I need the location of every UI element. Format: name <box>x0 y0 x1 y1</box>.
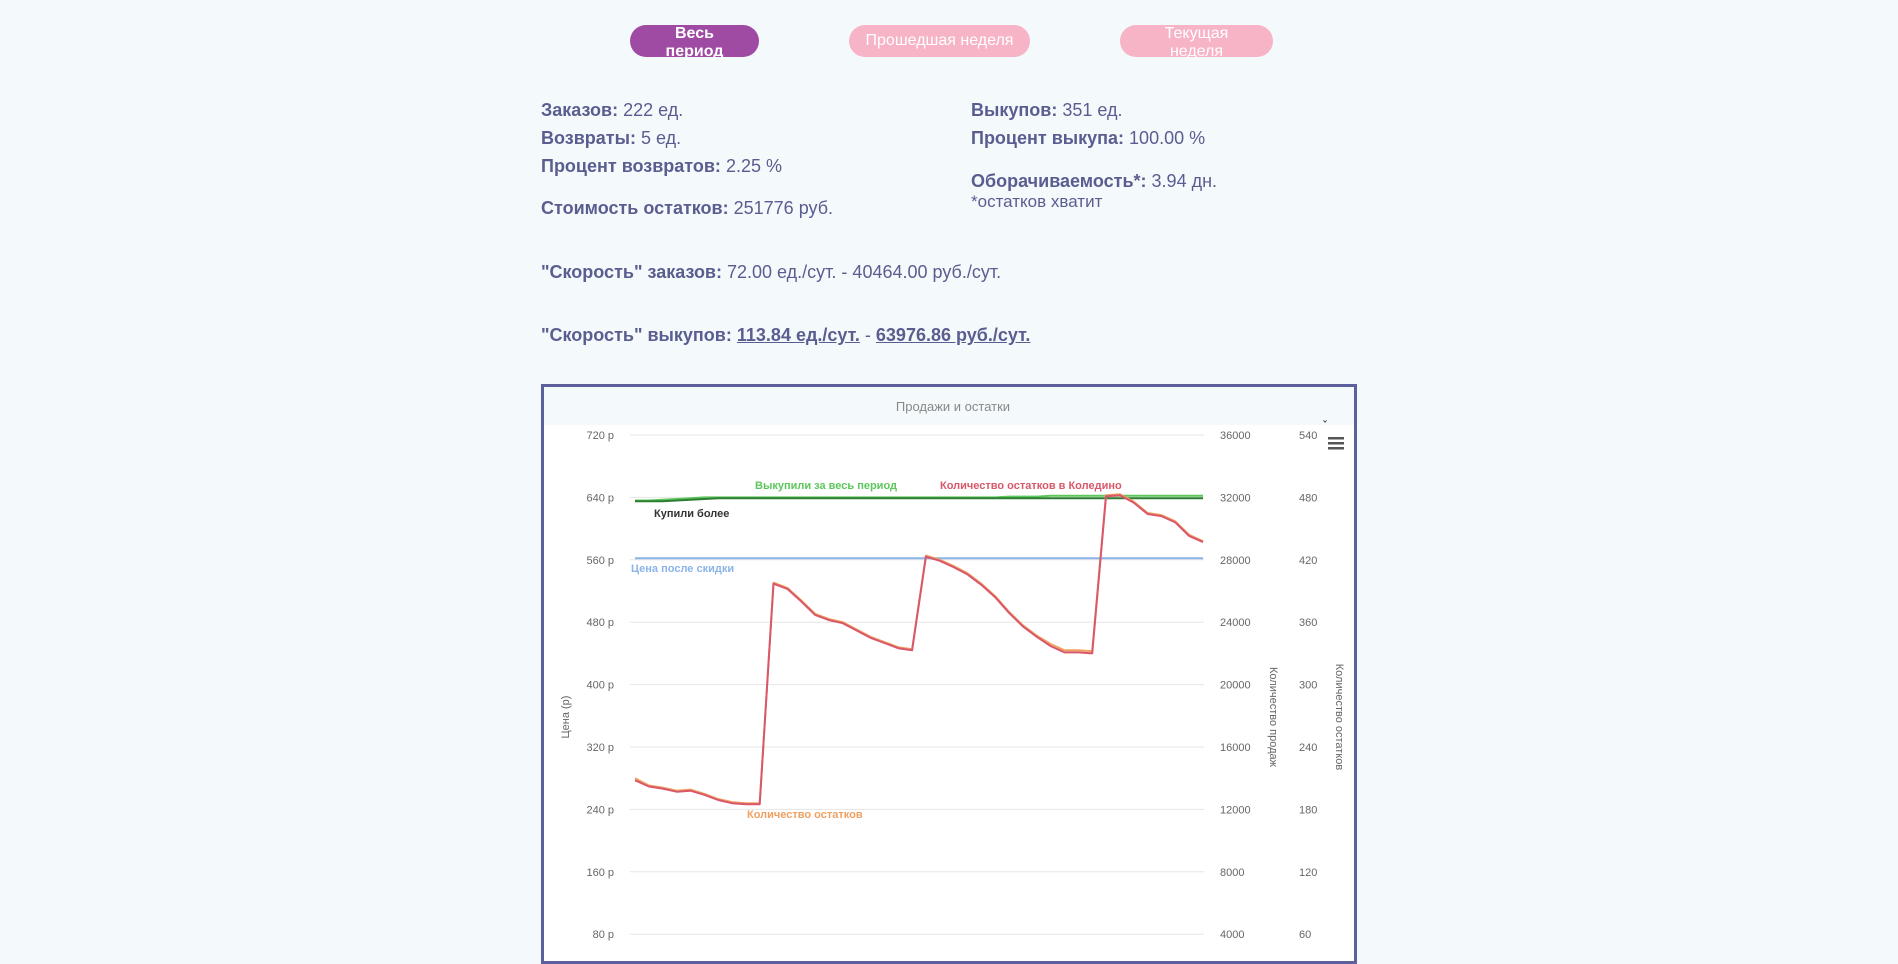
y-left-tick-label: 80 р <box>592 929 614 942</box>
return-percent-label: Процент возвратов: <box>541 156 721 176</box>
y-left-tick-label: 640 р <box>586 492 614 505</box>
turnover-stat <box>971 171 1217 192</box>
y-left-tick-label: 480 р <box>586 617 614 630</box>
buyout-speed-label: "Скорость" выкупов: <box>541 325 732 345</box>
y-right-tick-label: 420 <box>1299 554 1318 567</box>
turnover-note: *остатков хватит <box>971 192 1103 211</box>
annotation-label: Купили более <box>654 508 730 520</box>
series-line-3 <box>635 495 1203 804</box>
y-right-axis-title: Количество остатков <box>1333 663 1345 771</box>
series-line-4 <box>635 494 1203 803</box>
y-mid-tick-label: 36000 <box>1220 430 1251 442</box>
buyout-percent-value: 100.00 % <box>1129 128 1206 148</box>
buyouts-label: Выкупов: <box>971 100 1058 120</box>
y-mid-tick-label: 8000 <box>1220 866 1245 879</box>
return-percent-value: 2.25 % <box>725 156 782 176</box>
turnover-value: 3.94 дн. <box>1151 171 1218 191</box>
buyout-percent-stat <box>971 128 1205 149</box>
stock-cost-stat <box>541 198 833 219</box>
y-mid-axis-title: Количество продаж <box>1267 667 1279 767</box>
y-right-tick-label: 240 <box>1299 742 1318 754</box>
y-right-tick-label: 60 <box>1299 929 1312 942</box>
y-right-tick-label: 480 <box>1299 492 1318 505</box>
y-right-tick-label: 300 <box>1299 679 1318 692</box>
annotation-label: Количество остатков <box>747 809 863 821</box>
menu-mark: ˇ <box>1322 419 1328 433</box>
y-mid-tick-label: 28000 <box>1220 554 1251 567</box>
tab-current-week[interactable]: Текущая неделя <box>1120 25 1273 57</box>
buyout-speed-stat <box>541 325 1030 346</box>
buyouts-stat <box>971 100 1123 121</box>
buyout-speed-separator: - <box>864 325 871 345</box>
order-speed-value: 72.00 ед./сут. - 40464.00 руб./сут. <box>727 262 1002 282</box>
y-right-tick-label: 540 <box>1299 430 1318 442</box>
y-right-tick-label: 180 <box>1299 804 1318 817</box>
orders-value: 222 ед. <box>623 100 684 120</box>
returns-value: 5 ед. <box>640 128 682 148</box>
chart-title: Продажи и остатки <box>895 399 1011 414</box>
orders-label: Заказов: <box>541 100 619 120</box>
buyout-percent-label: Процент выкупа: <box>971 128 1125 148</box>
annotation-label: Цена после скидки <box>631 563 735 575</box>
returns-stat <box>541 128 681 149</box>
stock-cost-value: 251776 руб. <box>733 198 834 218</box>
tab-last-week[interactable]: Прошедшая неделя <box>849 25 1030 57</box>
y-mid-tick-label: 12000 <box>1220 804 1251 817</box>
turnover-label: Оборачиваемость*: <box>971 171 1147 191</box>
series-line-1 <box>635 498 1203 501</box>
order-speed-label: "Скорость" заказов: <box>541 262 722 282</box>
returns-label: Возвраты: <box>541 128 636 148</box>
sales-stock-chart <box>541 384 1357 964</box>
orders-stat <box>541 100 683 121</box>
buyout-speed-rub-link[interactable]: 63976.86 руб./сут. <box>875 325 1031 345</box>
hamburger-icon-bar <box>1328 437 1344 440</box>
buyout-speed-units-link[interactable]: 113.84 ед./сут. <box>736 325 860 345</box>
y-left-tick-label: 720 р <box>586 430 614 442</box>
order-speed-stat <box>541 262 1001 283</box>
y-left-tick-label: 560 р <box>586 554 614 567</box>
annotation-label: Количество остатков в Коледино <box>940 480 1122 492</box>
y-left-axis-title: Цена (р) <box>560 695 572 739</box>
y-right-tick-label: 120 <box>1299 866 1318 879</box>
y-left-tick-label: 400 р <box>586 679 614 692</box>
return-percent-stat <box>541 156 782 177</box>
tab-all-period[interactable]: Весь период <box>630 25 759 57</box>
y-right-tick-label: 360 <box>1299 617 1318 630</box>
y-left-tick-label: 160 р <box>586 866 614 879</box>
annotation-label: Выкупили за весь период <box>755 480 897 492</box>
chart-canvas <box>544 387 1354 961</box>
y-left-tick-label: 240 р <box>586 804 614 817</box>
stock-cost-label: Стоимость остатков: <box>541 198 729 218</box>
y-left-tick-label: 320 р <box>586 742 614 754</box>
y-mid-tick-label: 16000 <box>1220 742 1251 754</box>
hamburger-icon-bar <box>1328 442 1344 445</box>
y-mid-tick-label: 20000 <box>1220 679 1251 692</box>
period-tabs <box>0 25 1898 60</box>
y-mid-tick-label: 24000 <box>1220 617 1251 630</box>
y-mid-tick-label: 4000 <box>1220 929 1245 942</box>
y-mid-tick-label: 32000 <box>1220 492 1251 505</box>
buyouts-value: 351 ед. <box>1062 100 1123 120</box>
hamburger-icon-bar <box>1328 447 1344 450</box>
